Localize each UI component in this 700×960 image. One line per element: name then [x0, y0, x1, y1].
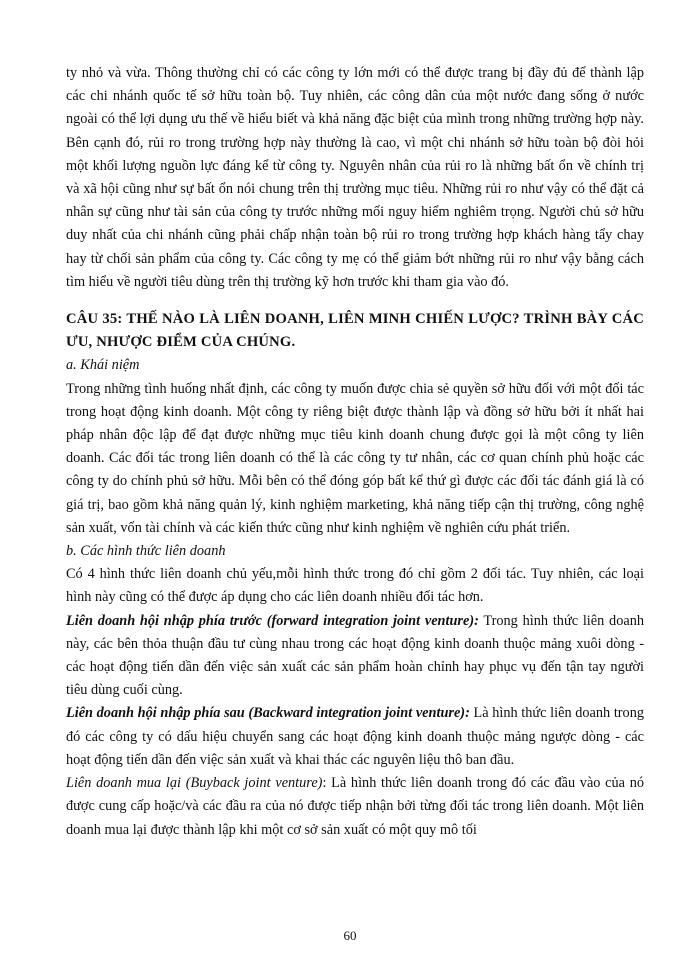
definition-buyback: : Là hình thức liên doanh trong đó các đầu vào của nó được cung cấp hoặc/và các đầu ra của nó được tiếp nhận bởi từng đối tác trong liên doanh. Một liên doanh mua lại được thành lập khi một cơ sở sản xuất có một quy mô tối	[66, 775, 645, 838]
term-buyback: Liên doanh mua lại (Buyback joint venture)	[66, 775, 323, 792]
subheading-a: a. Khái niệm	[66, 357, 140, 374]
section-heading: CÂU 35: THẾ NÀO LÀ LIÊN DOANH, LIÊN MINH CHIẾN LƯỢC? TRÌNH BÀY CÁC ƯU, NHƯỢC ĐIỂM CỦA CHÚNG.	[66, 311, 644, 351]
paragraph-forms: Có 4 hình thức liên doanh chủ yếu,mỗi hình thức trong đó chỉ gồm 2 đối tác. Tuy nhiên, các loại hình này cũng có thể được áp dụng cho các liên doanh nhiều đối tác hơn.	[66, 566, 644, 606]
definition-backward: Là hình thức liên doanh trong đó các công ty có dấu hiệu chuyển sang các hoạt động kinh doanh thuộc mảng ngược dòng - các hoạt động tiến dần đến việc sản xuất và khai thác các nguyên liệu thô ban đầu.	[66, 705, 645, 768]
subheading-b: b. Các hình thức liên doanh	[66, 543, 226, 560]
paragraph-concept: Trong những tình huống nhất định, các công ty muốn được chia sẻ quyền sở hữu đối với một đối tác trong hoạt động kinh doanh. Một công ty riêng biệt được thành lập và đồng sở hữu bởi ít nhất hai pháp nhân độc lập để đạt được những mục tiêu kinh doanh chung được gọi là một công ty liên doanh. Các đối tác trong liên doanh có thể là các công ty tư nhân, các cơ quan chính phủ hoặc các công ty do chính phủ sở hữu. Mỗi bên có thể đóng góp bất kể thứ gì được các đối tác đánh giá là có giá trị, bao gồm khả năng quản lý, kinh nghiệm marketing, khả năng tiếp cận thị trường, công nghệ sản xuất, vốn tài chính và các kiến thức cũng như kinh nghiệm về nghiên cứu phát triển.	[66, 380, 644, 536]
paragraph-buyback	[66, 772, 644, 842]
paragraph-intro: ty nhỏ và vừa. Thông thường chỉ có các công ty lớn mới có thể được trang bị đầy đủ để thành lập các chi nhánh quốc tế sở hữu toàn bộ. Tuy nhiên, các công dân của một nước đang sống ở nước ngoài có thể lợi dụng ưu thế về hiểu biết và khả năng đặc biệt của mình trong những trường hợp này. Bên cạnh đó, rủi ro trong trường hợp này thường là cao, vì một chi nhánh sở hữu toàn bộ đòi hỏi một khối lượng nguồn lực đáng kể từ công ty. Nguyên nhân của rủi ro là những bất ổn về chính trị và xã hội cũng như sự bất ổn nói chung trên thị trường mục tiêu. Những rủi ro như vậy có thể đặt cả nhân sự cũng như tài sản của công ty trước những mối nguy hiểm nghiêm trọng. Người chủ sở hữu duy nhất của chi nhánh cũng phải chấp nhận toàn bộ rủi ro trong trường hợp khách hàng tẩy chay hay từ chối sản phẩm của công ty. Các công ty mẹ có thể giảm bớt những rủi ro như vậy bằng cách tìm hiểu về người tiêu dùng trên thị trường kỹ hơn trước khi tham gia vào đó.	[66, 65, 644, 290]
document-body	[66, 62, 644, 842]
page-number: 60	[343, 928, 357, 943]
term-backward: Liên doanh hội nhập phía sau (Backward integration joint venture):	[66, 705, 470, 722]
paragraph-forward	[66, 610, 644, 703]
paragraph-backward	[66, 702, 644, 772]
term-forward: Liên doanh hội nhập phía trước (forward integration joint venture):	[66, 612, 479, 629]
definition-forward: Trong hình thức liên doanh này, các bên thỏa thuận đầu tư cùng nhau trong các hoạt động kinh doanh thuộc mảng xuôi dòng - các hoạt động tiến dần đến việc sản xuất các sản phẩm hoàn chỉnh hay phục vụ đến tận tay người tiêu dùng cuối cùng.	[66, 612, 644, 699]
